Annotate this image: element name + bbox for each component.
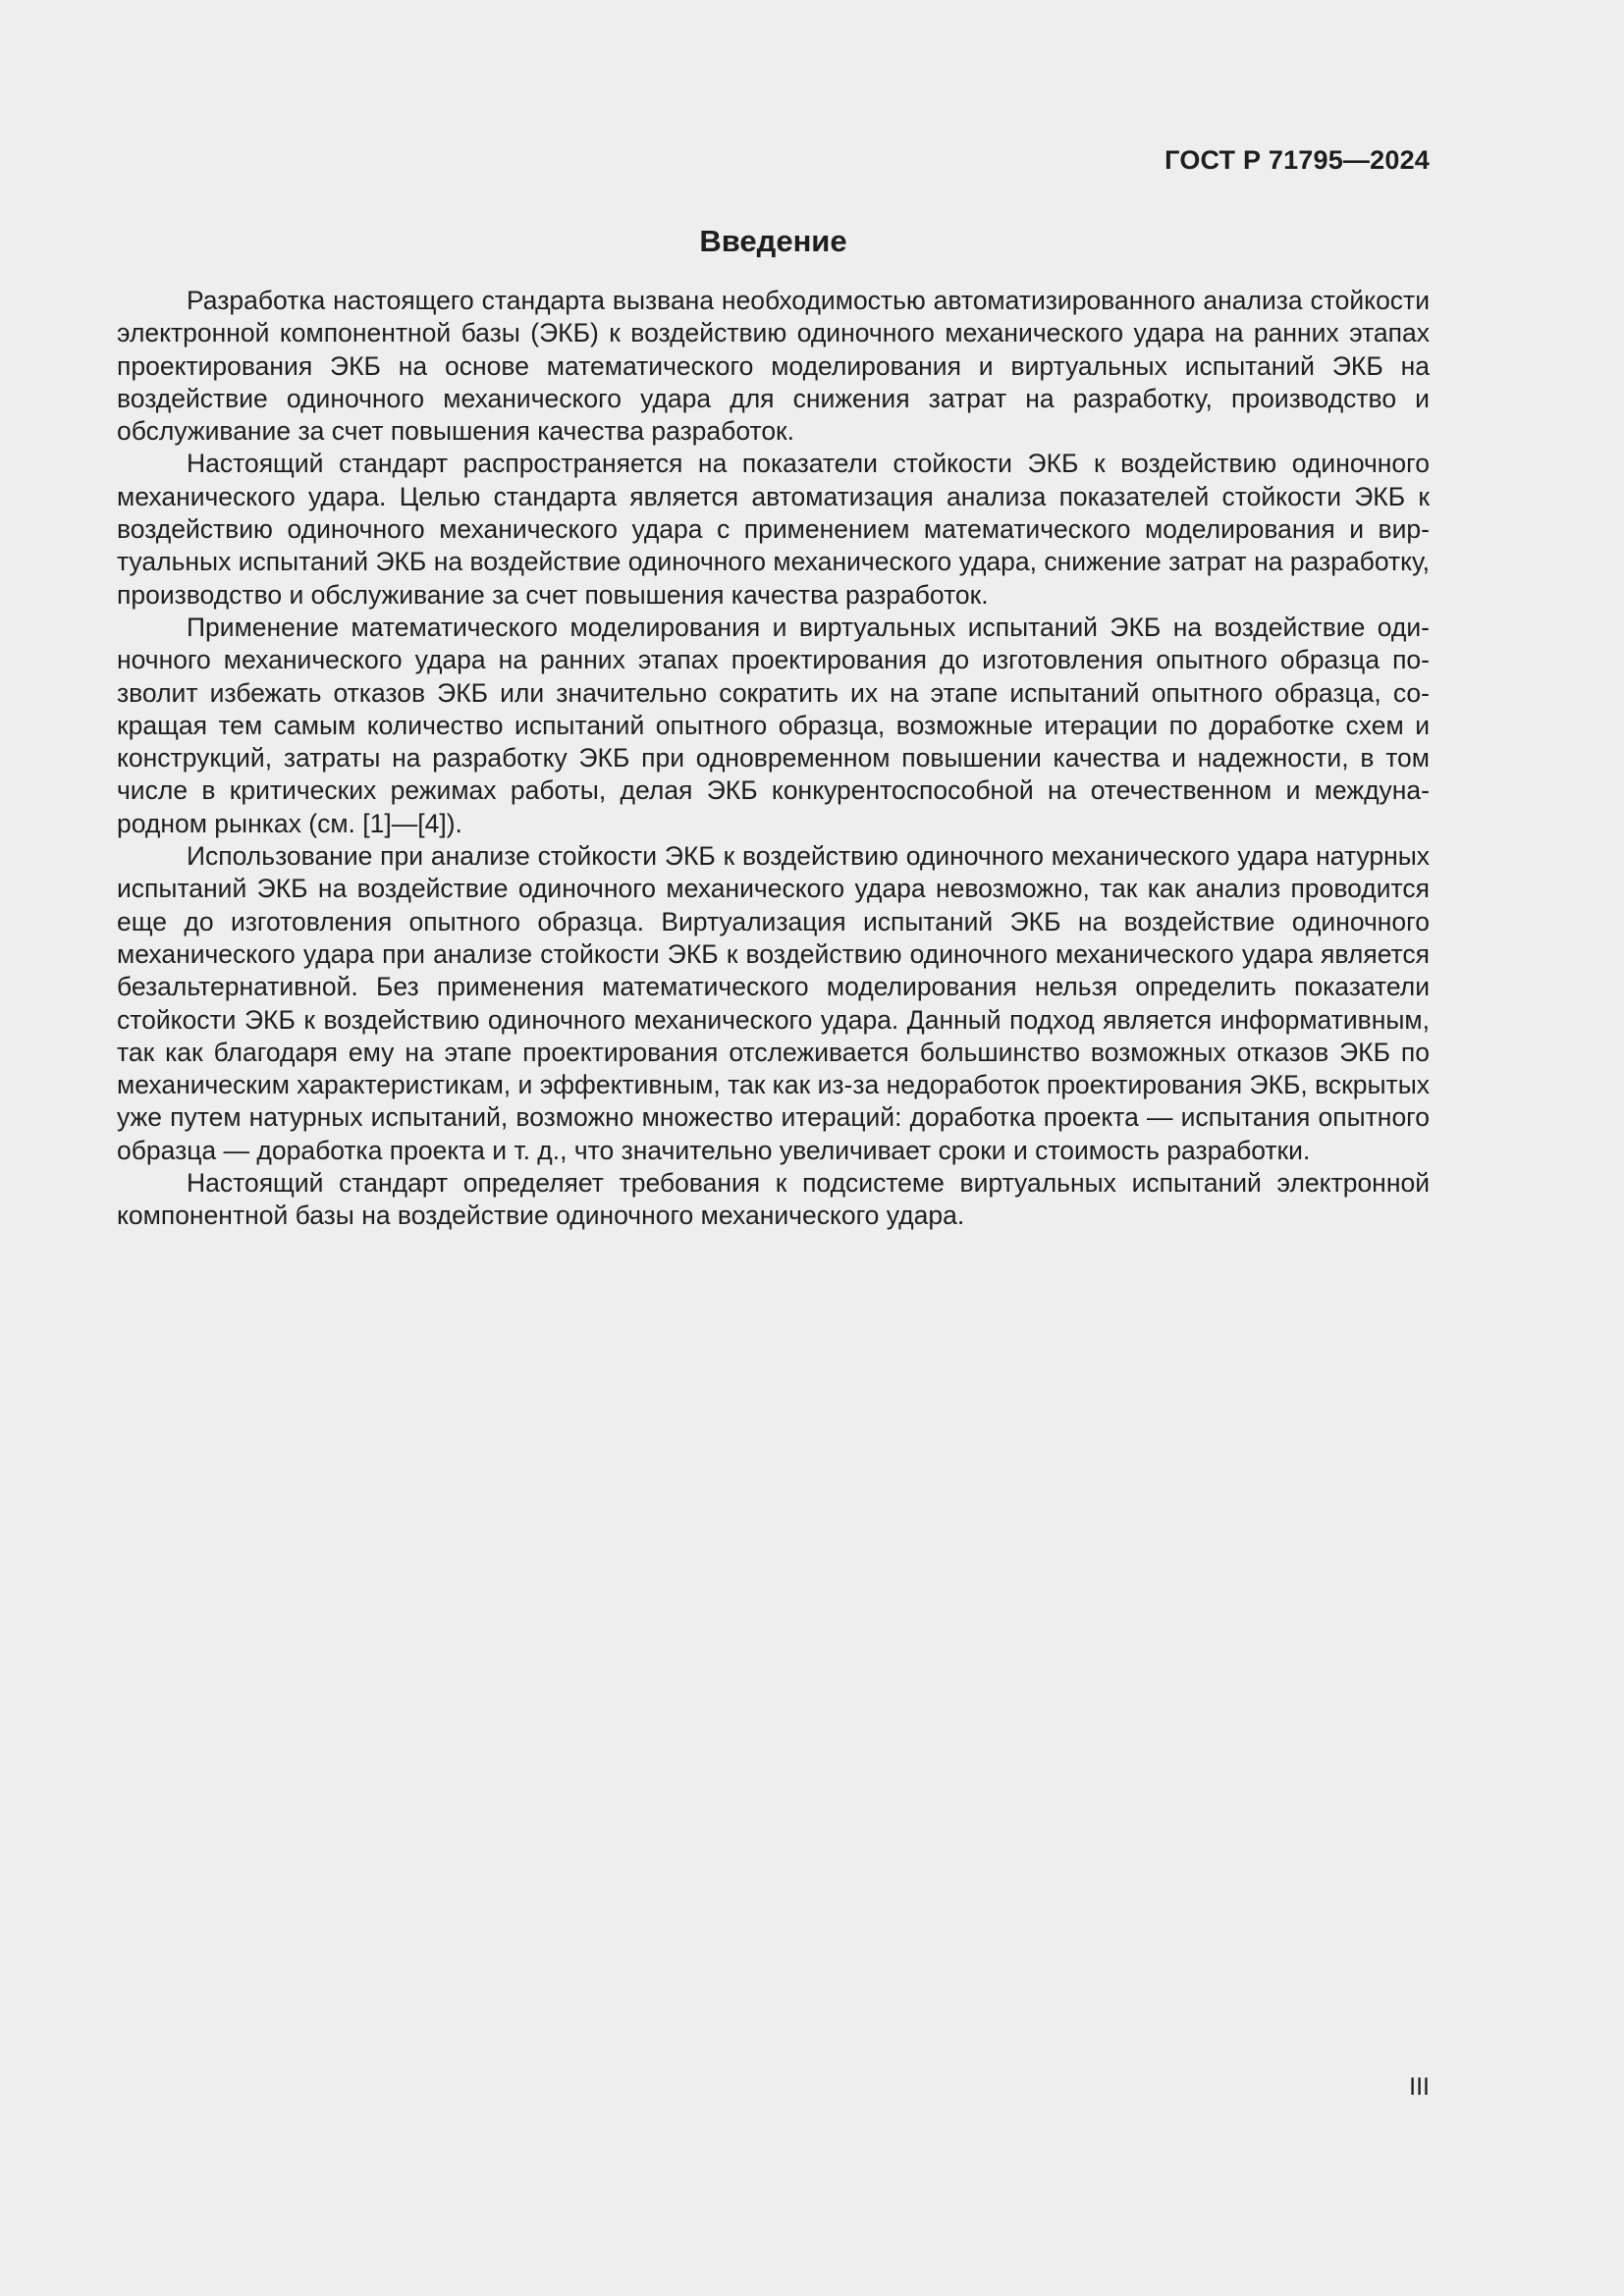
paragraph: Настоящий стандарт распространяется на показатели стойкости ЭКБ к воздействию одиночного механического удара. Целью стандарта является автоматизация анализа показателей стойкости ЭКБ к воздействию одиночного механического удара с применением математического моделирования и виртуальных испытаний ЭКБ на воздействие одиночного механического удара, снижение затрат на разработку, производство и обслуживание за счет повышения качества разработок. (117, 449, 1430, 610)
paragraph: Разработка настоящего стандарта вызвана необходимостью автоматизированного анализа стойкости электронной компонентной базы (ЭКБ) к воздействию одиночного механического удара на ранних этапах проектирования ЭКБ на основе математического моделирования и виртуальных испытаний ЭКБ на воздействие одиночного механического удара для снижения затрат на разработку, производство и обслуживание за счет повышения качества разработок. (117, 286, 1430, 447)
paragraph: Применение математического моделирования и виртуальных испытаний ЭКБ на воздействие одиночного механического удара на ранних этапах проектирования до изготовления опытного образца позволит избежать отказов ЭКБ или значительно сократить их на этапе испытаний опытного образца, сокращая тем самым количество испытаний опытного образца, возможные итерации по доработке схем и конструкций, затраты на разработку ЭКБ при одновременном повышении качества и надежности, в том числе в критических режимах работы, делая ЭКБ конкурентоспособной на отечественном и международном рынках (см. [1]—[4]). (117, 612, 1430, 838)
introduction-body (117, 285, 1430, 1233)
standard-designation: ГОСТ Р 71795—2024 (1164, 145, 1430, 175)
page-number: III (1409, 2073, 1430, 2101)
section-title: Введение (699, 224, 847, 258)
paragraph: Использование при анализе стойкости ЭКБ к воздействию одиночного механического удара натурных испытаний ЭКБ на воздействие одиночного механического удара невозможно, так как анализ проводится еще до изготовления опытного образца. Виртуализация испытаний ЭКБ на воздействие одиночного механического удара при анализе стойкости ЭКБ к воздействию одиночного механического удара является безальтернативной. Без применения математического моделирования нельзя определить показатели стойкости ЭКБ к воздействию одиночного механического удара. Данный подход является информативным, так как благодаря ему на этапе проектирования отслеживается большинство возможных отказов ЭКБ по механическим характеристикам, и эффективным, так как из-за недоработок проектирования ЭКБ, вскрытых уже путем натурных испытаний, возможно множество итераций: доработка проекта — испытания опытного образца — доработка проекта и т. д., что значительно увеличивает сроки и стоимость разработки. (117, 841, 1430, 1165)
paragraph: Настоящий стандарт определяет требования к подсистеме виртуальных испытаний электронной компонентной базы на воздействие одиночного механического удара. (117, 1168, 1430, 1231)
